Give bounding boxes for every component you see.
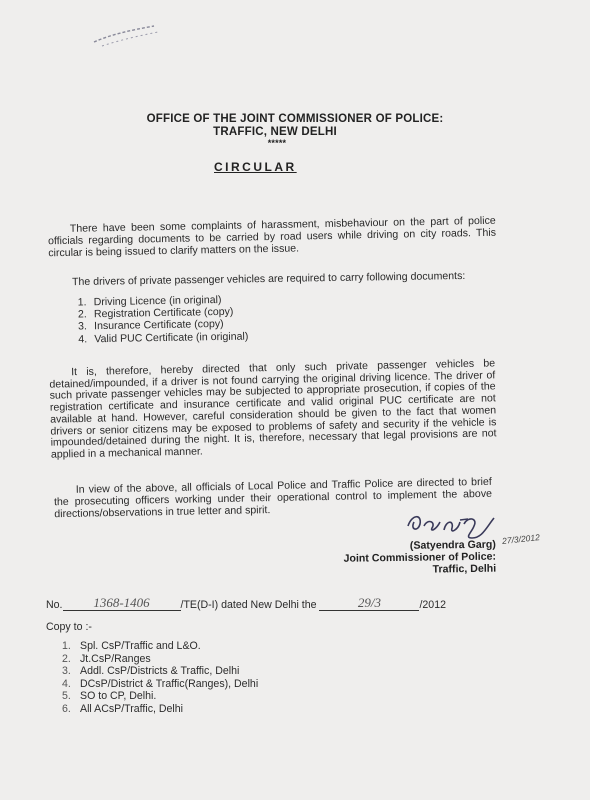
list-item: 1. Driving Licence (in original)	[77, 293, 222, 309]
ref-prefix: No.	[46, 599, 63, 611]
paragraph-3: It is, therefore, hereby directed that only such private passenger vehicles be detained/impounded, if a driver is not found carrying the original driving licence. The driver of such private passenger vehicles may be subjected to appropriate prosecution, if copies of the registration certificate and insurance certificate and valid original PUC certificate are not available at hand. However, careful consideration should be given to the fact that women drivers or senior citizens may be exposed to problems of safety and security if the vehicle is impounded/detained during the night. It is, therefore, necessary that legal provisions are not applied in a mechanical manner.	[49, 356, 497, 461]
header-line-1: OFFICE OF THE JOINT COMMISSIONER OF POLICE:	[146, 113, 444, 125]
paragraph-1: There have been some complaints of harassment, misbehaviour on the part of police officials regarding documents to be carried by road users while driving on city roads. This circular is being issued to clarify matters on the issue.	[47, 214, 497, 259]
ref-date: 29/3	[319, 596, 419, 611]
ref-middle: /TE(D-I) dated New Delhi the	[180, 599, 317, 611]
ref-suffix: /2012	[419, 599, 446, 611]
signature-block	[300, 539, 496, 578]
ref-number: 1368-1406	[63, 596, 181, 611]
list-item: 6. All ACsP/Traffic, Delhi	[62, 702, 184, 715]
copy-to-label: Copy to :-	[46, 621, 92, 633]
list-item: 2. Jt.CsP/Ranges	[62, 652, 151, 665]
circular-title: CIRCULAR	[214, 160, 297, 174]
signature-date: 27/3/2012	[501, 532, 541, 546]
list-item: 3. Addl. CsP/Districts & Traffic, Delhi	[62, 665, 240, 677]
header-line-2: TRAFFIC, NEW DELHI	[213, 126, 337, 138]
list-item: 1. Spl. CsP/Traffic and L&O.	[62, 640, 201, 652]
list-item: 4. DCsP/District & Traffic(Ranges), Delhi	[62, 677, 259, 690]
reference-line	[46, 596, 446, 611]
list-item: 3. Insurance Certificate (copy)	[78, 318, 224, 333]
signatory-name: (Satyendra Garg)	[409, 538, 496, 552]
handwritten-signature	[402, 508, 498, 542]
header-stars: *****	[267, 138, 287, 148]
copy-to-list	[62, 640, 258, 715]
paragraph-4: In view of the above, all officials of Local Police and Traffic Police are directed to brief the prosecuting officers working under their operational control to implement the above directions/observations in true letter and spirit.	[53, 475, 493, 520]
scan-mark	[92, 22, 172, 62]
list-item: 5. SO to CP, Delhi.	[62, 690, 157, 702]
paragraph-2: The drivers of private passenger vehicles are required to carry following documents:	[71, 269, 466, 288]
office-header	[0, 113, 590, 148]
signatory-designation: Joint Commissioner of Police:	[343, 550, 497, 565]
signatory-place: Traffic, Delhi	[432, 562, 497, 576]
list-item: 2. Registration Certificate (copy)	[77, 305, 234, 321]
required-documents-list	[78, 294, 249, 346]
list-item: 4. Valid PUC Certificate (in original)	[78, 330, 249, 346]
